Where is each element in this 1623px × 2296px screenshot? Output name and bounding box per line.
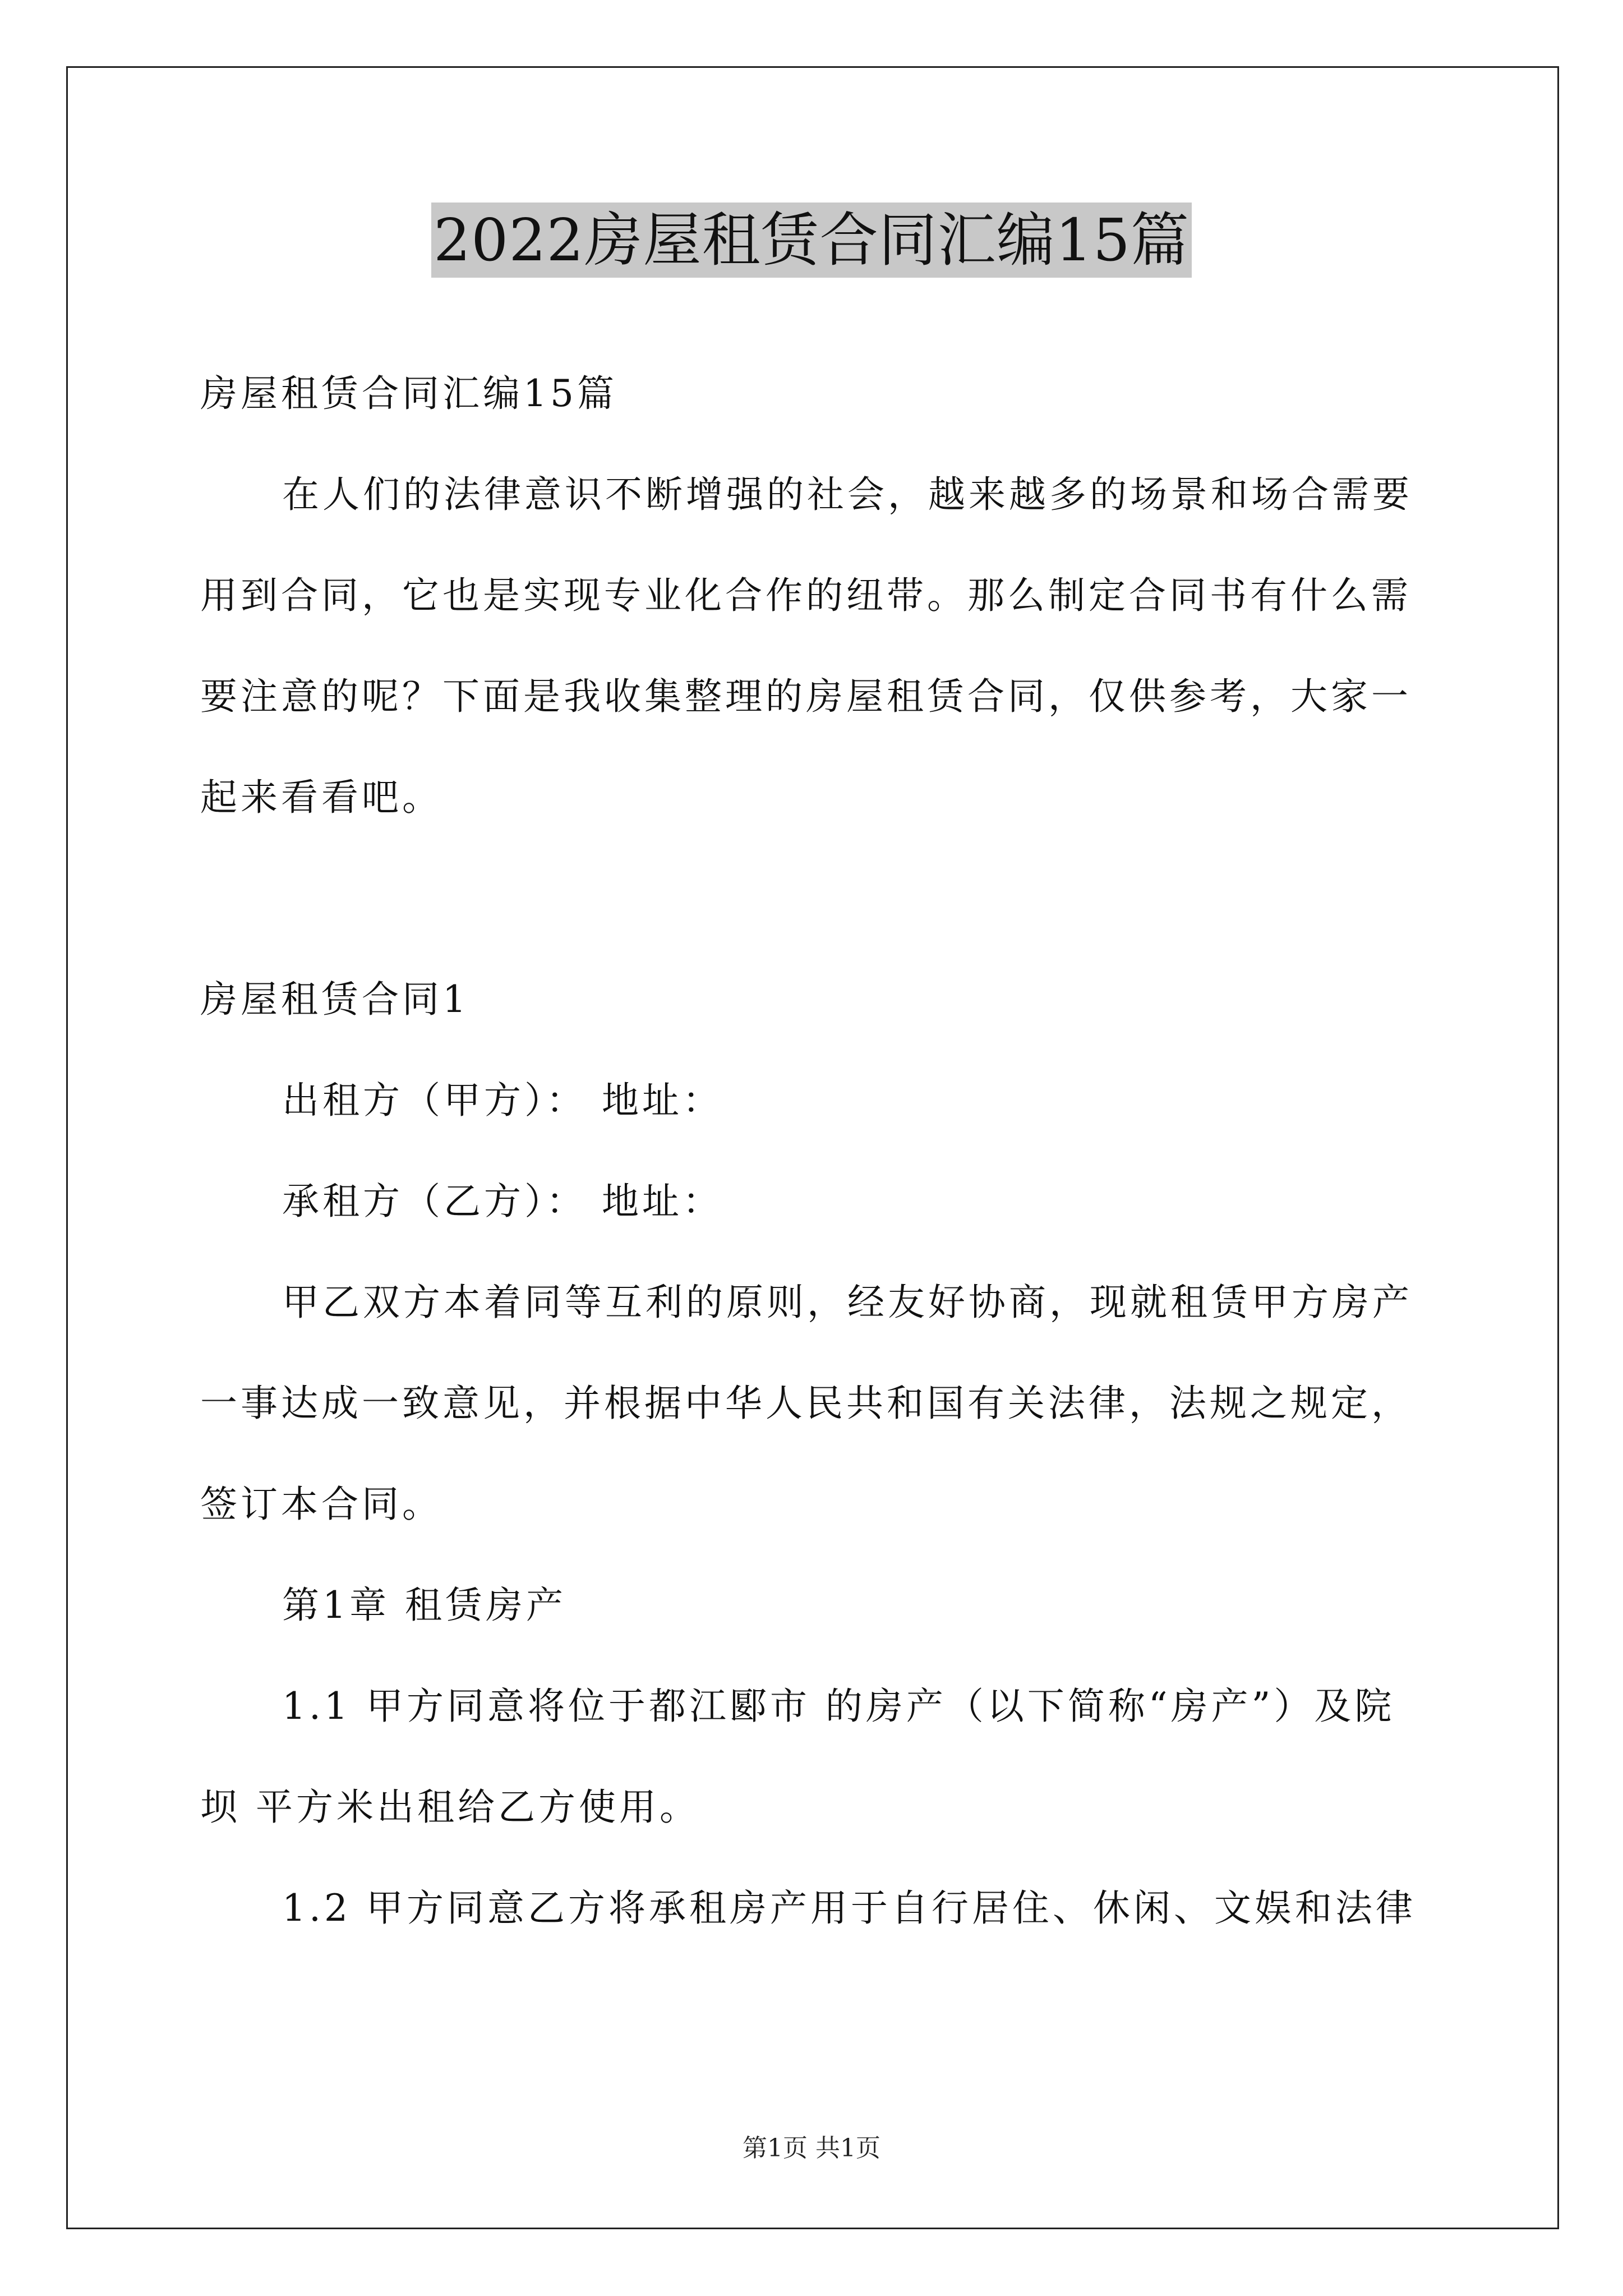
clause-1-2: 1.2 甲方同意乙方将承租房产用于自行居住、休闲、文娱和法律 <box>282 1887 1416 1930</box>
paragraph-gap <box>200 848 1434 949</box>
lessor-line: 出租方（甲方）： 地址： <box>282 1079 723 1122</box>
document-body <box>200 343 1434 1959</box>
subtitle-paragraph: 房屋租赁合同汇编15篇 <box>200 372 617 415</box>
page-footer: 第1页 共1页 <box>743 2134 880 2162</box>
document-title <box>0 202 1623 278</box>
section-heading: 房屋租赁合同1 <box>200 978 469 1021</box>
document-title-text: 2022房屋租赁合同汇编15篇 <box>431 203 1192 278</box>
agreement-paragraph: 甲乙双方本着同等互利的原则，经友好协商，现就租赁甲方房产一事达成一致意见，并根据中华人民共和国有关法律，法规之规定，签订本合同。 <box>200 1281 1413 1526</box>
intro-paragraph: 在人们的法律意识不断增强的社会，越来越多的场景和场合需要用到合同，它也是实现专业化合作的纽带。那么制定合同书有什么需要注意的呢？下面是我收集整理的房屋租赁合同，仅供参考，大家一起来看看吧。 <box>200 473 1413 819</box>
chapter-heading: 第1章 租赁房产 <box>282 1584 566 1627</box>
clause-1-1: 1.1 甲方同意将位于都江郾市 的房产（以下简称“房产”）及院坝 平方米出租给乙方使用。 <box>200 1685 1395 1829</box>
lessee-line: 承租方（乙方）： 地址： <box>282 1180 723 1223</box>
